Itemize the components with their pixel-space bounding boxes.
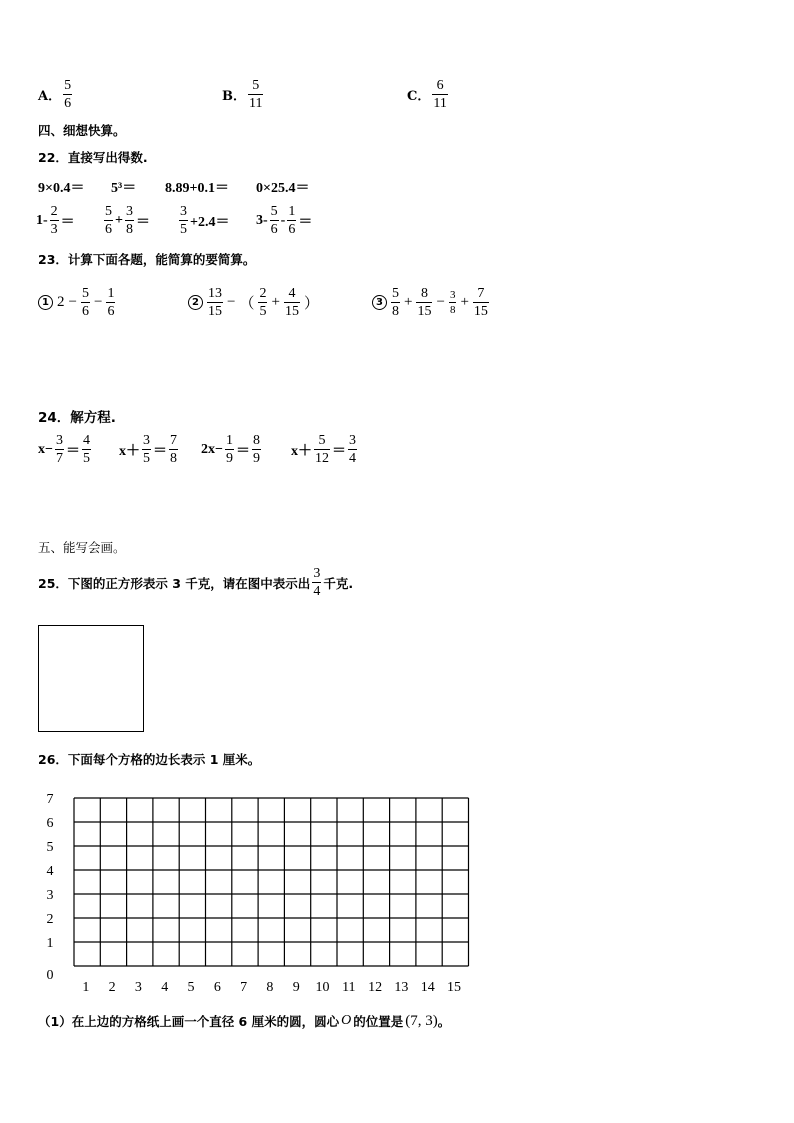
- denominator: 8: [170, 451, 177, 466]
- denominator: 5: [82, 451, 90, 466]
- expr-suffix: ＝: [135, 214, 150, 230]
- operator: −: [436, 294, 445, 310]
- numerator: 2: [50, 204, 58, 219]
- x-tick-label: 2: [108, 980, 116, 992]
- right-paren: ）: [303, 296, 319, 312]
- q22-expr-7: [177, 204, 229, 237]
- equals-sign: ＝: [153, 443, 167, 459]
- x-tick-label: 8: [266, 980, 274, 992]
- numerator: 6: [436, 78, 444, 93]
- q22-title: 22．直接写出得数.: [38, 150, 148, 165]
- q23-problem-1: [38, 286, 117, 319]
- x-tick-label: 5: [187, 980, 195, 992]
- fraction: [50, 204, 59, 237]
- fraction: [287, 204, 296, 237]
- denominator: 4: [313, 584, 321, 599]
- denominator: 6: [64, 96, 72, 111]
- q24-equation-2: [119, 433, 180, 466]
- fraction: [391, 286, 400, 319]
- denominator: 11: [433, 96, 447, 111]
- denominator: 9: [225, 451, 233, 466]
- sub1-text: （1）在上边的方格纸上画一个直径 6 厘米的圆，圆心: [38, 1014, 340, 1029]
- fraction: [125, 204, 134, 237]
- denominator: 15: [417, 304, 432, 319]
- fraction: [284, 286, 300, 319]
- x-tick-label: 6: [213, 980, 221, 992]
- denominator: 15: [473, 304, 488, 319]
- expr-suffix: +2.4＝: [190, 214, 230, 230]
- denominator: 9: [252, 451, 260, 466]
- numerator: 7: [477, 286, 485, 301]
- fraction: [314, 433, 330, 466]
- numerator: 3: [313, 566, 321, 581]
- expr-prefix: 3-: [256, 212, 268, 228]
- section4-title: 四、细想快算。: [38, 123, 126, 138]
- option-a-letter: A．: [38, 89, 62, 104]
- y-tick-label: 4: [46, 864, 54, 879]
- q25-text-tail: 千克.: [323, 575, 354, 591]
- x-tick-label: 7: [240, 980, 248, 992]
- option-a-fraction: [63, 78, 72, 111]
- option-b-fraction: [248, 78, 263, 111]
- q24-equation-1: [38, 433, 93, 466]
- operator: −: [93, 294, 103, 310]
- y-tick-label: 1: [46, 936, 54, 951]
- q23-problem-3: [372, 286, 491, 319]
- y-tick-label: 3: [46, 888, 54, 903]
- y-tick-label: 5: [46, 840, 54, 855]
- x-tick-label: 13: [394, 980, 409, 992]
- denominator: 3: [50, 222, 58, 237]
- fraction: [169, 433, 178, 466]
- fraction: [449, 289, 457, 316]
- numerator: 5: [270, 204, 278, 219]
- x-tick-label: 3: [134, 980, 142, 992]
- q25-text: 25．下图的正方形表示 3 千克，请在图中表示出: [38, 575, 311, 591]
- fraction: [207, 286, 223, 319]
- denominator: 6: [105, 222, 112, 237]
- q23-title: 23．计算下面各题，能简算的要简算。: [38, 252, 256, 267]
- circled-number-2: 2: [188, 295, 203, 310]
- fraction: [258, 286, 267, 319]
- fraction: [142, 433, 151, 466]
- option-a: [38, 78, 74, 111]
- option-c: [407, 78, 450, 111]
- x-tick-label: 12: [368, 980, 383, 992]
- numerator: 5: [105, 204, 112, 219]
- numerator: 2: [259, 286, 267, 301]
- equation-prefix: 2x−: [201, 441, 223, 457]
- fraction: [252, 433, 261, 466]
- equation-prefix: x＋: [291, 443, 312, 459]
- fraction: [312, 566, 321, 599]
- y-tick-label: 7: [46, 792, 54, 807]
- numerator: 3: [125, 204, 133, 219]
- q23-problem-2: [188, 286, 321, 319]
- denominator: 5: [143, 451, 150, 466]
- numerator: 8: [420, 286, 428, 301]
- fraction: [55, 433, 64, 466]
- operator: +: [460, 294, 469, 310]
- x-tick-label: 14: [420, 980, 435, 992]
- q24-equation-3: [201, 433, 263, 466]
- fraction: [106, 286, 115, 319]
- numerator: 1: [225, 433, 233, 448]
- operator: +: [404, 294, 413, 310]
- numerator: 4: [82, 433, 90, 448]
- expr-prefix: 1-: [36, 212, 48, 228]
- q26-subquestion-1: [38, 1012, 450, 1030]
- fraction: [416, 286, 432, 319]
- denominator: 5: [259, 304, 267, 319]
- x-tick-label: 4: [161, 980, 169, 992]
- numerator: 1: [288, 204, 296, 219]
- option-c-letter: C．: [407, 89, 431, 104]
- q22-expr-4: 0×25.4＝: [256, 181, 310, 196]
- denominator: 6: [107, 304, 115, 319]
- fraction: [225, 433, 234, 466]
- section5-title: 五、能写会画。: [38, 540, 126, 555]
- equation-prefix: x＋: [119, 443, 140, 459]
- numerator: 5: [64, 78, 72, 93]
- numerator: 1: [107, 286, 115, 301]
- equals-sign: ＝: [235, 443, 250, 459]
- operator: -: [280, 212, 286, 228]
- equals-sign: ＝: [65, 443, 80, 459]
- sub1-text-tail: 的位置是: [353, 1014, 404, 1029]
- denominator: 15: [208, 304, 222, 319]
- sub1-end: 。: [437, 1014, 451, 1029]
- operator: +: [271, 294, 280, 310]
- denominator: 11: [249, 96, 263, 111]
- operator: −: [68, 294, 77, 310]
- grid-paper[interactable]: [30, 782, 490, 992]
- expr-suffix: ＝: [60, 214, 75, 230]
- lead-number: 2: [57, 294, 65, 310]
- denominator: 8: [449, 304, 456, 316]
- q24-equation-4: [291, 433, 359, 466]
- center-coordinate: (7, 3): [405, 1012, 438, 1029]
- denominator: 6: [81, 304, 89, 319]
- denominator: 6: [270, 222, 278, 237]
- fraction: [348, 433, 357, 466]
- center-o-label: O: [341, 1013, 352, 1028]
- q26-title: 26．下面每个方格的边长表示 1 厘米。: [38, 752, 261, 767]
- option-b: [222, 78, 265, 111]
- numerator: 5: [81, 286, 89, 301]
- option-b-letter: B．: [222, 89, 246, 104]
- numerator: 8: [252, 433, 260, 448]
- circled-number-3: 3: [372, 295, 387, 310]
- numerator: 3: [449, 289, 456, 301]
- denominator: 7: [55, 451, 63, 466]
- expr-suffix: ＝: [298, 214, 313, 230]
- fraction: [81, 286, 90, 319]
- numerator: 5: [392, 286, 399, 301]
- numerator: 3: [55, 433, 63, 448]
- q22-expr-8: [256, 204, 312, 237]
- q22-expr-3: 8.89+0.1＝: [165, 181, 229, 196]
- denominator: 8: [125, 222, 133, 237]
- q22-expr-6: [102, 204, 150, 237]
- x-tick-label: 9: [292, 980, 300, 992]
- y-tick-label: 0: [46, 968, 54, 983]
- q22-expr-1: 9×0.4＝: [38, 181, 85, 196]
- equals-sign: ＝: [332, 443, 346, 459]
- numerator: 5: [252, 78, 260, 93]
- denominator: 4: [349, 451, 356, 466]
- square-drawing-area[interactable]: [38, 625, 144, 732]
- numerator: 3: [143, 433, 150, 448]
- fraction: [179, 204, 188, 237]
- denominator: 6: [288, 222, 296, 237]
- denominator: 15: [284, 304, 299, 319]
- denominator: 12: [315, 451, 329, 466]
- q22-expr-5: [36, 204, 75, 237]
- y-tick-label: 6: [46, 816, 54, 831]
- q25-question: [38, 566, 353, 599]
- fraction: [104, 204, 113, 237]
- x-tick-label: 10: [315, 980, 330, 992]
- circled-number-1: 1: [38, 295, 53, 310]
- left-paren: （: [239, 296, 255, 312]
- q22-expr-2: 5³＝: [111, 181, 137, 196]
- fraction: [82, 433, 91, 466]
- numerator: 4: [288, 286, 296, 301]
- x-tick-label: 1: [82, 980, 90, 992]
- option-c-fraction: [432, 78, 447, 111]
- equation-prefix: x−: [38, 441, 53, 457]
- numerator: 5: [318, 433, 326, 448]
- denominator: 8: [392, 304, 399, 319]
- numerator: 13: [208, 286, 222, 301]
- q24-title: 24．解方程.: [38, 410, 116, 426]
- numerator: 7: [170, 433, 177, 448]
- operator: −: [227, 294, 236, 310]
- denominator: 5: [180, 222, 187, 237]
- fraction: [270, 204, 279, 237]
- numerator: 3: [180, 204, 187, 219]
- x-tick-label: 11: [342, 980, 356, 992]
- operator: +: [115, 212, 123, 228]
- numerator: 3: [349, 433, 356, 448]
- y-tick-label: 2: [46, 912, 54, 927]
- fraction: [473, 286, 489, 319]
- x-tick-label: 15: [447, 980, 462, 992]
